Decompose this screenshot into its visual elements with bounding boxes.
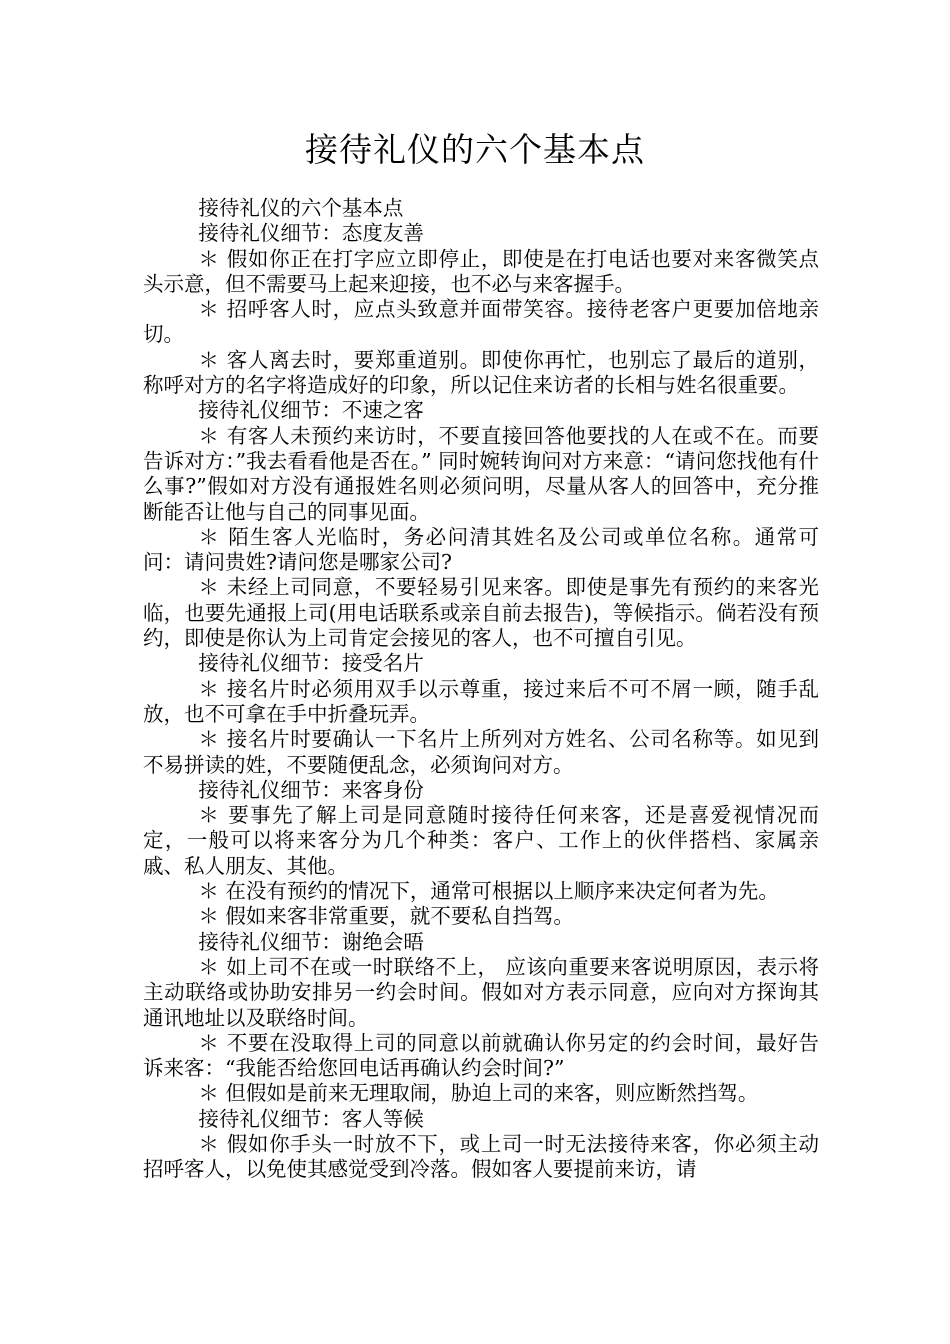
paragraph: ＊ 不要在没取得上司的同意以前就确认你另定的约会时间，最好告诉来客：“我能否给您回电话再确认约会时间?” (143, 1030, 819, 1081)
paragraph: ＊ 但假如是前来无理取闹，胁迫上司的来客，则应断然挡驾。 (198, 1081, 759, 1106)
paragraph: ＊ 如上司不在或一时联络不上， 应该向重要来客说明原因，表示将主动联络或协助安排另一约会时间。假如对方表示同意，应向对方探询其通讯地址以及联络时间。 (143, 954, 819, 1030)
paragraph: ＊ 在没有预约的情况下，通常可根据以上顺序来决定何者为先。 (198, 879, 779, 904)
paragraph: ＊ 接名片时要确认一下名片上所列对方姓名、公司名称等。如见到不易拼读的姓，不要随便乱念，必须询问对方。 (143, 727, 819, 777)
paragraph: ＊ 假如你正在打字应立即停止，即使是在打电话也要对来客微笑点头示意，但不需要马上起来迎接，也不必与来客握手。 (143, 246, 819, 296)
paragraph: ＊ 有客人未预约来访时，不要直接回答他要找的人在或不在。而要告诉对方：”我去看看他是否在。” 同时婉转询问对方来意：“请问您找他有什么事?”假如对方没有通报姓名则必须问明，尽量从客人的回答中，充分推断能否让他与自己的同事见面。 (143, 423, 819, 524)
section-heading-decline-meeting: 接待礼仪细节：谢绝会晤 (198, 929, 424, 954)
paragraph: ＊ 客人离去时，要郑重道别。即使你再忙，也别忘了最后的道别，称呼对方的名字将造成好的印象，所以记住来访者的长相与姓名很重要。 (143, 347, 819, 398)
section-heading-attitude: 接待礼仪细节：态度友善 (198, 221, 424, 246)
paragraph: ＊ 招呼客人时，应点头致意并面带笑容。接待老客户更要加倍地亲切。 (143, 297, 819, 347)
section-heading-unexpected-guest: 接待礼仪细节：不速之客 (198, 398, 424, 423)
document-title: 接待礼仪的六个基本点 (305, 130, 645, 169)
section-heading-guest-waiting: 接待礼仪细节：客人等候 (198, 1106, 424, 1131)
section-heading-business-card: 接待礼仪细节：接受名片 (198, 651, 424, 676)
paragraph: ＊ 接名片时必须用双手以示尊重，接过来后不可不屑一顾，随手乱放，也不可拿在手中折叠玩弄。 (143, 676, 819, 726)
paragraph: ＊ 要事先了解上司是同意随时接待任何来客，还是喜爱视情况而定，一般可以将来客分为几个种类：客户、工作上的伙伴搭档、家属亲戚、私人朋友、其他。 (143, 803, 819, 878)
document-body (143, 196, 819, 1183)
paragraph: ＊ 未经上司同意，不要轻易引见来客。即使是事先有预约的来客光临，也要先通报上司(用电话联系或亲自前去报告)，等候指示。倘若没有预约，即使是你认为上司肯定会接见的客人，也不可擅自引见。 (143, 575, 819, 651)
paragraph-heading: 接待礼仪的六个基本点 (198, 196, 404, 220)
paragraph: ＊ 假如来客非常重要，就不要私自挡驾。 (198, 904, 574, 929)
paragraph: ＊ 假如你手头一时放不下，或上司一时无法接待来客，你必须主动招呼客人，以免使其感觉受到冷落。假如客人要提前来访，请 (143, 1131, 819, 1182)
section-heading-guest-identity: 接待礼仪细节：来客身份 (198, 777, 424, 802)
paragraph: ＊ 陌生客人光临时，务必问清其姓名及公司或单位名称。通常可问：请问贵姓?请问您是哪家公司? (143, 524, 819, 575)
